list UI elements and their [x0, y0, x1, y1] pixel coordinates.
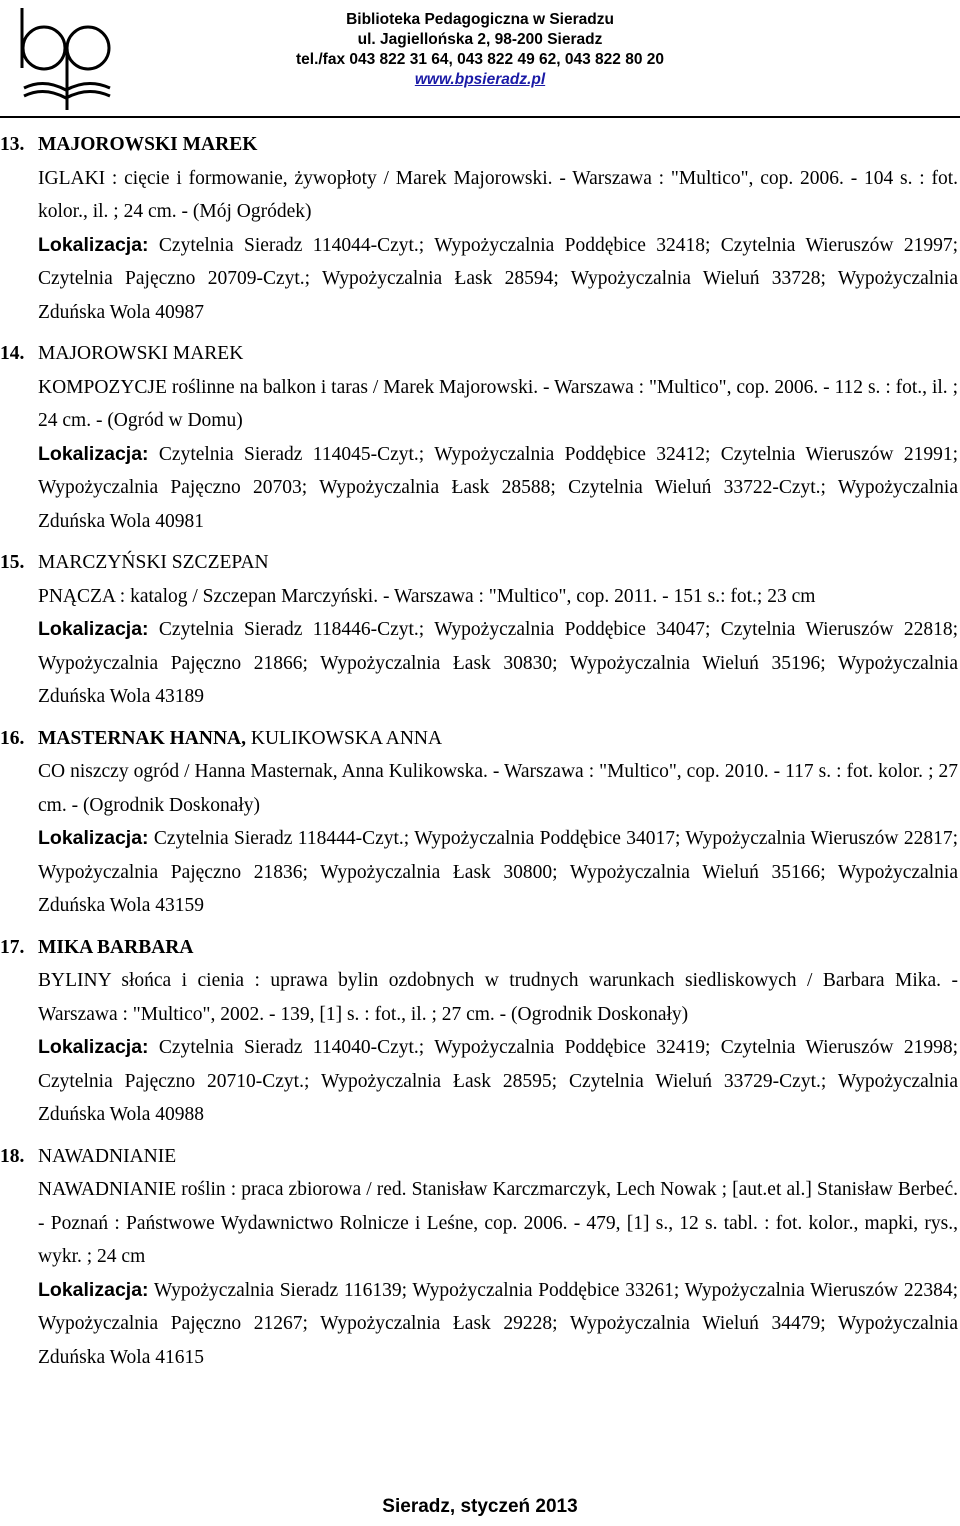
library-header — [260, 10, 700, 90]
bibliography-entry — [0, 128, 960, 329]
entry-description: CO niszczy ogród / Hanna Masternak, Anna Kulikowska. - Warszawa : "Multico", cop. 2010. - 117 s. : fot. kolor. ; 27 cm. - (Ogrodnik Doskonały) — [38, 761, 958, 816]
entry-author-rest: KULIKOWSKA ANNA — [246, 727, 443, 749]
entry-author — [38, 128, 958, 162]
entry-location-list: Wypożyczalnia Sieradz 116139; Wypożyczalnia Poddębice 33261; Wypożyczalnia Wieruszów 22384; Wypożyczalnia Pajęczno 21267; Wypożyczalnia Łask 29228; Wypożyczalnia Wieluń 34479; Wypożyczalnia Zduńska Wola 41615 — [38, 1279, 958, 1368]
entry-locations — [38, 229, 958, 330]
entry-number: 16. — [0, 727, 25, 749]
entry-description: NAWADNIANIE roślin : praca zbiorowa / red. Stanisław Karczmarczyk, Lech Nowak ; [aut.et al.] Stanisław Berbeć. - Poznań : Państwowe Wydawnictwo Rolnicze i Leśne, cop. 2006. - 479, [1] s., 12 s. tabl. : fot. kolor., mapki, rys., wykr. ; 24 cm — [38, 1179, 958, 1267]
bibliography-entry — [0, 722, 960, 923]
entry-locations — [38, 438, 958, 539]
entry-author — [38, 546, 958, 580]
entry-author — [38, 931, 958, 965]
entry-number: 15. — [0, 552, 25, 573]
entry-locations — [38, 822, 958, 923]
location-label: Lokalizacja: — [38, 827, 149, 849]
entry-author-bold: MASTERNAK HANNA, — [38, 727, 247, 749]
entry-number: 13. — [0, 134, 25, 155]
bibliography-entry — [0, 546, 960, 714]
entry-author — [38, 337, 958, 371]
entry-location-list: Czytelnia Sieradz 114040-Czyt.; Wypożyczalnia Poddębice 32419; Czytelnia Wieruszów 21998; Czytelnia Pajęczno 20710-Czyt.; Wypożyczalnia Łask 28595; Czytelnia Wieluń 33729-Czyt.; Wypożyczalnia Zduńska Wola 40988 — [38, 1037, 958, 1125]
library-website-link[interactable]: www.bpsieradz.pl — [414, 71, 546, 88]
location-label: Lokalizacja: — [38, 618, 149, 640]
bibliography-entry — [0, 337, 960, 538]
entry-author — [38, 722, 958, 756]
entry-locations — [38, 1031, 958, 1132]
bibliography-list — [0, 128, 960, 1382]
bp-logo-icon — [14, 6, 118, 118]
entry-author — [38, 1140, 958, 1174]
entry-location-list: Czytelnia Sieradz 118446-Czyt.; Wypożyczalnia Poddębice 34047; Czytelnia Wieruszów 22818; Wypożyczalnia Pajęczno 21866; Wypożyczalnia Łask 30830; Wypożyczalnia Wieluń 35196; Wypożyczalnia Zduńska Wola 43189 — [38, 619, 958, 707]
entry-author-rest: MAJOROWSKI MAREK — [38, 343, 244, 364]
entry-locations — [38, 613, 958, 714]
bibliography-entry — [0, 1140, 960, 1375]
entry-location-list: Czytelnia Sieradz 118444-Czyt.; Wypożyczalnia Poddębice 34017; Wypożyczalnia Wieruszów 22817; Wypożyczalnia Pajęczno 21836; Wypożyczalnia Łask 30800; Wypożyczalnia Wieluń 35166; Wypożyczalnia Zduńska Wola 43159 — [38, 828, 958, 916]
entry-description: BYLINY słońca i cienia : uprawa bylin ozdobnych w trudnych warunkach siedliskowych / Barbara Mika. - Warszawa : "Multico", 2002. - 139, [1] s. : fot., il. ; 27 cm. - (Ogrodnik Doskonały) — [38, 970, 958, 1025]
entry-author-rest: NAWADNIANIE — [38, 1145, 177, 1167]
entry-author-bold: MAJOROWSKI MAREK — [38, 134, 258, 155]
entry-location-list: Czytelnia Sieradz 114045-Czyt.; Wypożyczalnia Poddębice 32412; Czytelnia Wieruszów 21991; Wypożyczalnia Pajęczno 20703; Wypożyczalnia Łask 28588; Czytelnia Wieluń 33722-Czyt.; Wypożyczalnia Zduńska Wola 40981 — [38, 443, 958, 532]
location-label: Lokalizacja: — [38, 1278, 149, 1301]
entry-author-bold: MIKA BARBARA — [38, 936, 194, 958]
bibliography-entry — [0, 931, 960, 1132]
library-address: ul. Jagiellońska 2, 98-200 Sieradz — [357, 31, 603, 48]
entry-number: 17. — [0, 936, 25, 958]
entry-author-rest: MARCZYŃSKI SZCZEPAN — [38, 552, 269, 573]
entry-description: IGLAKI : cięcie i formowanie, żywopłoty / Marek Majorowski. - Warszawa : "Multico", cop. 2006. - 104 s. : fot. kolor., il. ; 24 cm. - (Mój Ogródek) — [38, 167, 958, 222]
footer-date: Sieradz, styczeń 2013 — [382, 1496, 578, 1517]
library-logo — [14, 6, 118, 118]
header-divider — [0, 116, 960, 118]
entry-number: 14. — [0, 343, 25, 364]
entry-locations — [38, 1274, 958, 1375]
library-phone: tel./fax 043 822 31 64, 043 822 49 62, 043 822 80 20 — [295, 51, 664, 68]
entry-location-list: Czytelnia Sieradz 114044-Czyt.; Wypożyczalnia Poddębice 32418; Czytelnia Wieruszów 21997; Czytelnia Pajęczno 20709-Czyt.; Wypożyczalnia Łask 28594; Wypożyczalnia Wieluń 33728; Wypożyczalnia Zduńska Wola 40987 — [38, 234, 958, 323]
location-label: Lokalizacja: — [38, 233, 149, 256]
library-name: Biblioteka Pedagogiczna w Sieradzu — [346, 11, 614, 28]
entry-description: PNĄCZA : katalog / Szczepan Marczyński. - Warszawa : "Multico", cop. 2011. - 151 s.: fot.; 23 cm — [38, 585, 816, 607]
entry-number: 18. — [0, 1145, 25, 1167]
location-label: Lokalizacja: — [38, 442, 149, 465]
entry-description: KOMPOZYCJE roślinne na balkon i taras / Marek Majorowski. - Warszawa : "Multico", cop. 2006. - 112 s. : fot., il. ; 24 cm. - (Ogród w Domu) — [38, 376, 958, 431]
location-label: Lokalizacja: — [38, 1036, 149, 1058]
